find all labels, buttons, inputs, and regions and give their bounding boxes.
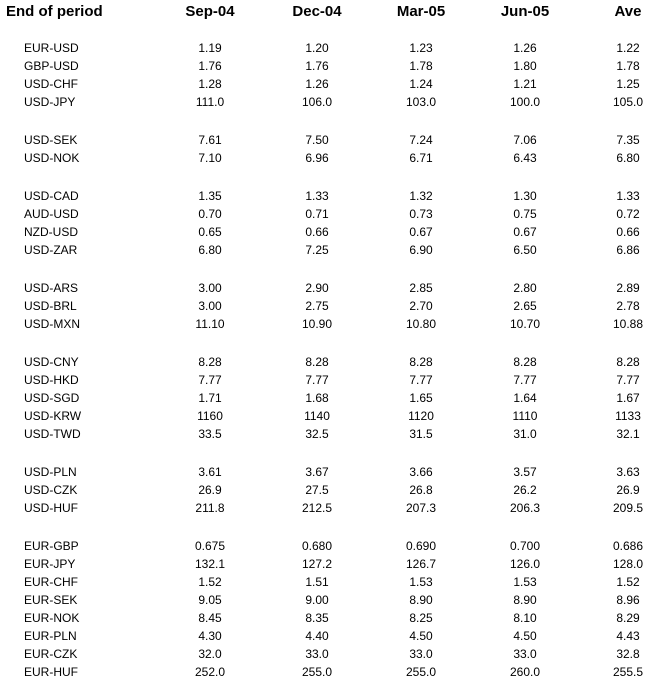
currency-pair-label: EUR-SEK: [24, 593, 78, 607]
rate-cell: 1140: [304, 409, 330, 423]
currency-pair-label: USD-SGD: [24, 391, 80, 405]
rate-cell: 1.71: [198, 391, 222, 405]
currency-pair-label: USD-JPY: [24, 95, 76, 109]
rate-cell: 32.8: [616, 647, 640, 661]
rate-cell: 1110: [512, 409, 538, 423]
rate-cell: 1.33: [305, 189, 329, 203]
rate-cell: 3.66: [409, 465, 433, 479]
rate-cell: 7.25: [305, 243, 329, 257]
table-row: [0, 353, 661, 371]
rate-cell: 8.28: [409, 355, 433, 369]
currency-pair-label: EUR-GBP: [24, 539, 79, 553]
rate-cell: 1160: [197, 409, 223, 423]
table-row: [0, 315, 661, 333]
rate-cell: 103.0: [405, 95, 437, 109]
rate-cell: 8.28: [513, 355, 537, 369]
table-row: [0, 279, 661, 297]
currency-pair-label: EUR-NOK: [24, 611, 80, 625]
rate-cell: 127.2: [301, 557, 333, 571]
rate-cell: 1.76: [305, 59, 329, 73]
rate-cell: 3.57: [513, 465, 537, 479]
rate-cell: 7.24: [409, 133, 433, 147]
rate-cell: 8.10: [513, 611, 537, 625]
rate-cell: 4.40: [305, 629, 329, 643]
rate-cell: 2.70: [409, 299, 433, 313]
currency-pair-label: USD-CAD: [24, 189, 79, 203]
rate-cell: 1.26: [305, 77, 329, 91]
rate-cell: 11.10: [195, 317, 225, 331]
rate-cell: 0.75: [513, 207, 537, 221]
rate-cell: 4.30: [198, 629, 222, 643]
table-row: [0, 131, 661, 149]
rate-cell: 1.80: [513, 59, 537, 73]
rate-cell: 7.10: [198, 151, 222, 165]
rate-cell: 8.96: [616, 593, 640, 607]
rate-cell: 2.80: [513, 281, 537, 295]
rate-cell: 1.30: [513, 189, 537, 203]
rate-cell: 6.43: [513, 151, 537, 165]
currency-pair-label: USD-MXN: [24, 317, 80, 331]
currency-pair-label: USD-KRW: [24, 409, 82, 423]
column-header: Ave: [614, 3, 642, 20]
rate-cell: 8.90: [409, 593, 433, 607]
table-row: [0, 149, 661, 167]
rate-cell: 0.66: [305, 225, 329, 239]
rate-cell: 1133: [615, 409, 641, 423]
rate-cell: 2.78: [616, 299, 640, 313]
rate-cell: 4.43: [616, 629, 640, 643]
rate-cell: 1.76: [198, 59, 222, 73]
table-row: [0, 499, 661, 517]
rate-cell: 4.50: [409, 629, 433, 643]
rate-cell: 7.06: [513, 133, 537, 147]
rate-cell: 8.45: [198, 611, 222, 625]
rate-cell: 1.78: [616, 59, 640, 73]
rate-cell: 8.25: [409, 611, 433, 625]
rate-cell: 1.51: [305, 575, 329, 589]
rate-cell: 1.67: [616, 391, 640, 405]
table-row: [0, 627, 661, 645]
rate-cell: 1.52: [616, 575, 640, 589]
rate-cell: 126.7: [405, 557, 437, 571]
rate-cell: 7.77: [616, 373, 640, 387]
rate-cell: 8.28: [305, 355, 329, 369]
rate-cell: 6.71: [409, 151, 433, 165]
rate-cell: 7.35: [616, 133, 640, 147]
rate-cell: 8.35: [305, 611, 329, 625]
table-row: [0, 75, 661, 93]
rate-cell: 6.90: [409, 243, 433, 257]
rate-cell: 10.88: [612, 317, 644, 331]
rate-cell: 209.5: [612, 501, 644, 515]
rate-cell: 255.0: [405, 665, 437, 679]
currency-pair-label: USD-SEK: [24, 133, 78, 147]
rate-cell: 33.5: [198, 427, 222, 441]
column-header: Jun-05: [500, 3, 550, 20]
rate-cell: 0.71: [305, 207, 329, 221]
table-row: [0, 591, 661, 609]
rate-cell: 1.26: [513, 41, 537, 55]
currency-pair-label: USD-TWD: [24, 427, 81, 441]
rate-cell: 1.52: [198, 575, 222, 589]
rate-cell: 255.0: [301, 665, 333, 679]
table-row: [0, 241, 661, 259]
rate-cell: 1.23: [409, 41, 433, 55]
rate-cell: 2.75: [305, 299, 329, 313]
rate-cell: 0.690: [405, 539, 437, 553]
currency-pair-label: EUR-PLN: [24, 629, 77, 643]
table-row: [0, 645, 661, 663]
table-row: [0, 407, 661, 425]
rate-cell: 32.1: [616, 427, 640, 441]
rate-cell: 33.0: [305, 647, 329, 661]
rate-cell: 7.77: [198, 373, 222, 387]
rate-cell: 1.21: [513, 77, 537, 91]
rate-cell: 255.5: [612, 665, 644, 679]
rate-cell: 26.2: [513, 483, 537, 497]
rate-cell: 8.29: [616, 611, 640, 625]
table-row: [0, 609, 661, 627]
rate-cell: 7.77: [513, 373, 537, 387]
rate-cell: 6.80: [616, 151, 640, 165]
rate-cell: 1.78: [409, 59, 433, 73]
rate-cell: 1.33: [616, 189, 640, 203]
rate-cell: 0.65: [198, 225, 222, 239]
table-header: [0, 0, 661, 24]
rate-cell: 211.8: [195, 501, 225, 515]
rate-cell: 0.67: [409, 225, 433, 239]
rate-cell: 27.5: [305, 483, 329, 497]
rate-cell: 0.680: [301, 539, 333, 553]
table-row: [0, 573, 661, 591]
rate-cell: 31.0: [513, 427, 537, 441]
currency-pair-label: USD-CZK: [24, 483, 78, 497]
rate-cell: 1.53: [409, 575, 433, 589]
rate-cell: 0.686: [612, 539, 644, 553]
rate-cell: 2.90: [305, 281, 329, 295]
table-row: [0, 39, 661, 57]
rate-cell: 6.86: [616, 243, 640, 257]
rate-cell: 33.0: [513, 647, 537, 661]
table-row: [0, 389, 661, 407]
rate-cell: 1.20: [305, 41, 329, 55]
rate-cell: 7.77: [305, 373, 329, 387]
rate-cell: 3.00: [198, 299, 222, 313]
currency-pair-label: USD-CNY: [24, 355, 79, 369]
rate-cell: 212.5: [301, 501, 333, 515]
table-row: [0, 663, 661, 681]
rate-cell: 100.0: [509, 95, 541, 109]
table-row: [0, 371, 661, 389]
end-of-period-label: End of period: [6, 3, 103, 20]
rate-cell: 6.50: [513, 243, 537, 257]
currency-pair-label: USD-CHF: [24, 77, 78, 91]
rate-cell: 0.700: [509, 539, 541, 553]
currency-pair-label: EUR-CHF: [24, 575, 78, 589]
rate-cell: 0.72: [616, 207, 640, 221]
rate-cell: 128.0: [612, 557, 644, 571]
rate-cell: 1.25: [616, 77, 640, 91]
rate-cell: 26.9: [198, 483, 222, 497]
column-header: Mar-05: [396, 3, 446, 20]
rate-cell: 111.0: [195, 95, 225, 109]
column-header: Dec-04: [292, 3, 342, 20]
currency-pair-label: USD-HUF: [24, 501, 78, 515]
rate-cell: 9.05: [198, 593, 222, 607]
currency-pair-label: EUR-CZK: [24, 647, 78, 661]
rate-cell: 1.28: [198, 77, 222, 91]
rate-cell: 1.32: [409, 189, 433, 203]
rate-cell: 32.5: [305, 427, 329, 441]
rate-cell: 31.5: [409, 427, 433, 441]
rate-cell: 8.28: [198, 355, 222, 369]
rate-cell: 6.80: [198, 243, 222, 257]
rate-cell: 3.61: [198, 465, 222, 479]
currency-pair-label: GBP-USD: [24, 59, 79, 73]
rate-cell: 7.61: [198, 133, 222, 147]
currency-pair-label: USD-PLN: [24, 465, 77, 479]
rate-cell: 206.3: [509, 501, 541, 515]
currency-pair-label: USD-HKD: [24, 373, 79, 387]
table-row: [0, 537, 661, 555]
rate-cell: 126.0: [509, 557, 541, 571]
currency-pair-label: AUD-USD: [24, 207, 79, 221]
rate-cell: 26.9: [616, 483, 640, 497]
rate-cell: 252.0: [194, 665, 226, 679]
rate-cell: 105.0: [612, 95, 644, 109]
rate-cell: 2.89: [616, 281, 640, 295]
rate-cell: 0.67: [513, 225, 537, 239]
rate-cell: 207.3: [405, 501, 437, 515]
currency-pair-label: EUR-HUF: [24, 665, 78, 679]
rate-cell: 7.50: [305, 133, 329, 147]
table-row: [0, 481, 661, 499]
rate-cell: 8.90: [513, 593, 537, 607]
rate-cell: 1.35: [198, 189, 222, 203]
currency-pair-label: USD-ARS: [24, 281, 79, 295]
rate-cell: 1.53: [513, 575, 537, 589]
rate-cell: 26.8: [409, 483, 433, 497]
table-row: [0, 425, 661, 443]
rate-cell: 1.22: [616, 41, 640, 55]
currency-pair-label: NZD-USD: [24, 225, 78, 239]
rate-cell: 3.67: [305, 465, 329, 479]
rate-cell: 10.80: [405, 317, 437, 331]
rate-cell: 9.00: [305, 593, 329, 607]
rate-cell: 0.70: [198, 207, 222, 221]
rate-cell: 2.85: [409, 281, 433, 295]
rate-cell: 106.0: [301, 95, 333, 109]
rate-cell: 1.65: [409, 391, 433, 405]
rate-cell: 3.00: [198, 281, 222, 295]
rate-cell: 0.675: [194, 539, 226, 553]
currency-pair-label: EUR-USD: [24, 41, 79, 55]
column-header: Sep-04: [185, 3, 235, 20]
rate-cell: 1120: [408, 409, 434, 423]
rate-cell: 8.28: [616, 355, 640, 369]
rate-cell: 33.0: [409, 647, 433, 661]
rate-cell: 132.1: [194, 557, 226, 571]
rate-cell: 1.24: [409, 77, 433, 91]
rate-cell: 1.64: [513, 391, 537, 405]
table-row: [0, 223, 661, 241]
currency-pair-label: USD-NOK: [24, 151, 80, 165]
table-row: [0, 187, 661, 205]
rate-cell: 3.63: [616, 465, 640, 479]
rate-cell: 10.70: [509, 317, 541, 331]
currency-pair-label: USD-ZAR: [24, 243, 78, 257]
table-row: [0, 297, 661, 315]
table-row: [0, 463, 661, 481]
rate-cell: 4.50: [513, 629, 537, 643]
rate-cell: 32.0: [198, 647, 222, 661]
currency-pair-label: USD-BRL: [24, 299, 77, 313]
rate-cell: 7.77: [409, 373, 433, 387]
rate-cell: 1.19: [198, 41, 222, 55]
rate-cell: 2.65: [513, 299, 537, 313]
rate-cell: 10.90: [301, 317, 333, 331]
rate-cell: 1.68: [305, 391, 329, 405]
rate-cell: 0.73: [409, 207, 433, 221]
rate-cell: 0.66: [616, 225, 640, 239]
rate-cell: 6.96: [305, 151, 329, 165]
table-row: [0, 205, 661, 223]
table-row: [0, 57, 661, 75]
currency-pair-label: EUR-JPY: [24, 557, 76, 571]
table-row: [0, 555, 661, 573]
rate-cell: 260.0: [509, 665, 541, 679]
table-row: [0, 93, 661, 111]
